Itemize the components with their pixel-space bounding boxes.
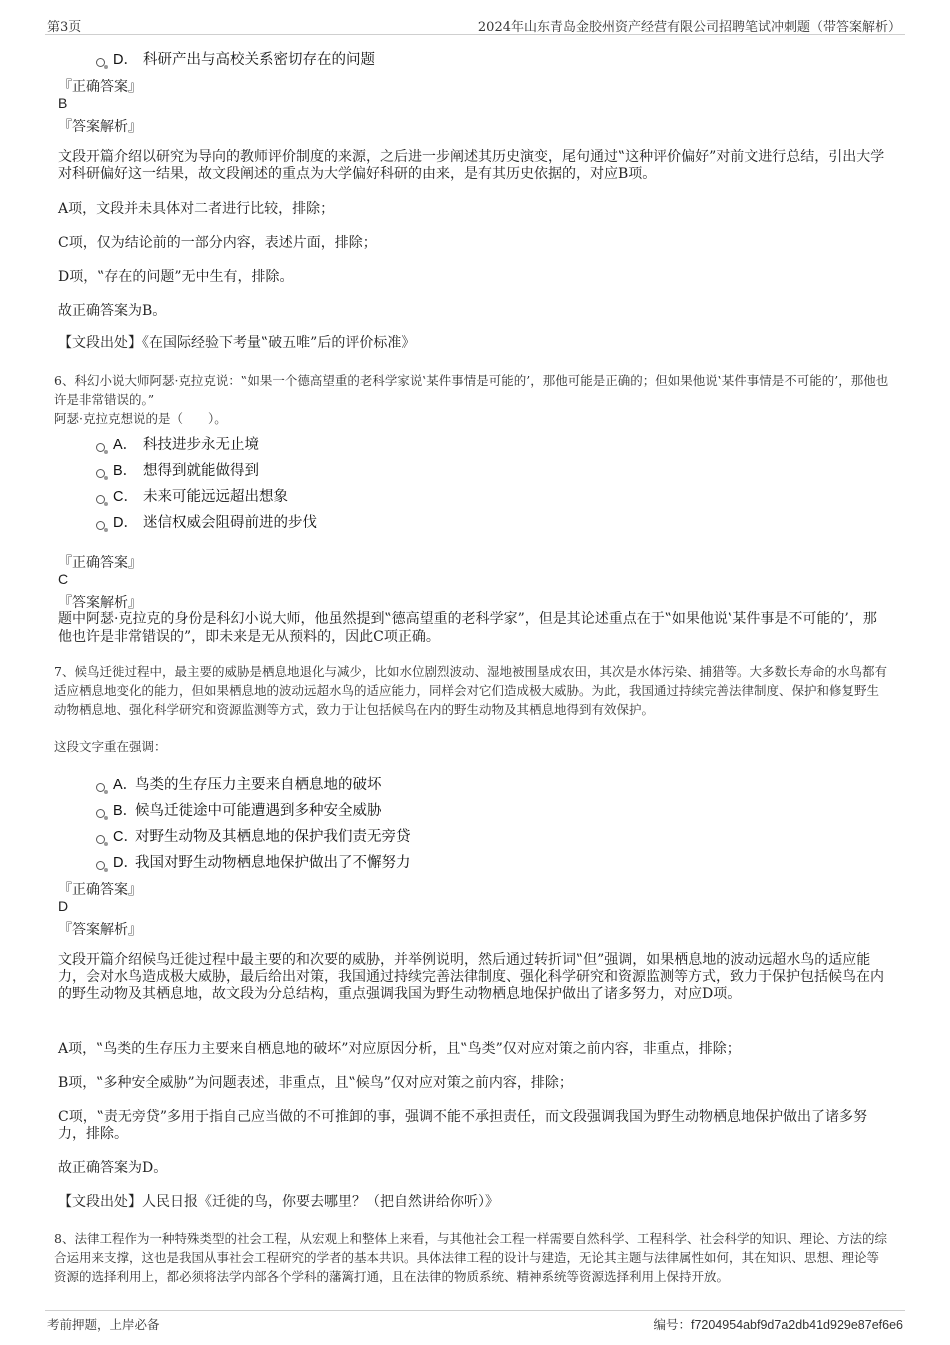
q7-option-b[interactable]	[96, 799, 382, 820]
radio-icon[interactable]	[96, 861, 105, 870]
q6-option-c[interactable]	[96, 485, 288, 506]
q6-option-d[interactable]	[96, 511, 317, 532]
radio-icon[interactable]	[96, 521, 105, 530]
q6-analysis-label: 『答案解析』	[58, 595, 142, 611]
footer-slogan: 考前押题，上岸必备	[47, 1317, 160, 1332]
q7-option-a[interactable]	[96, 773, 382, 794]
document-code	[653, 1315, 903, 1333]
q5-source: 【文段出处】《在国际经验下考量‟破五唯”后的评价标准》	[58, 335, 416, 351]
radio-icon[interactable]	[96, 469, 105, 478]
radio-icon[interactable]	[96, 835, 105, 844]
document-title: 2024年山东青岛金胶州资产经营有限公司招聘笔试冲刺题（带答案解析）	[477, 20, 901, 35]
q5-analysis-option-c: C项，仅为结论前的一部分内容，表述片面，排除；	[58, 235, 377, 251]
q6-answer: C	[58, 571, 69, 587]
q6-option-a[interactable]	[96, 433, 259, 454]
option-text: 想得到就能做得到	[143, 463, 259, 479]
q5-analysis-paragraph: 文段开篇介绍以研究为导向的教师评价制度的来源，之后进一步阐述其历史演变，尾句通过‟这种评价偏好”对前文进行总结，引出大学对科研偏好这一结果，故文段阐述的重点为大学偏好科研的由来，是有其历史依据的，对应B项。	[58, 149, 885, 182]
q6-option-b[interactable]	[96, 459, 259, 480]
option-text: 候鸟迁徙途中可能遭遇到多种安全威胁	[135, 803, 382, 819]
q7-option-d[interactable]	[96, 851, 411, 872]
option-letter: B．	[113, 463, 138, 479]
option-letter: C．	[113, 489, 138, 505]
option-text: 我国对野生动物栖息地保护做出了不懈努力	[135, 855, 411, 871]
option-text: 科研产出与高校关系密切存在的问题	[143, 52, 375, 68]
q7-analysis-option-a: A项，‟鸟类的生存压力主要来自栖息地的破坏”对应原因分析，且‟鸟类”仅对应对策之前内容，非重点，排除；	[58, 1041, 741, 1057]
q6-answer-label: 『正确答案』	[58, 555, 142, 571]
q5-analysis-label: 『答案解析』	[58, 119, 142, 135]
q7-analysis-paragraph: 文段开篇介绍候鸟迁徙过程中最主要的和次要的威胁，并举例说明，然后通过转折词‟但”强调，如果栖息地的波动远超水鸟的适应能力，会对水鸟造成极大威胁，最后给出对策，我国通过持续完善法律制度、强化科学研究和资源监测等方式，致力于保护包括候鸟在内的野生动物及其栖息地，故文段为分总结构，重点强调我国为野生动物栖息地保护做出了诸多努力，对应D项。	[58, 952, 884, 1002]
code-value: f7204954abf9d7a2db41d929e87ef6e6	[690, 1318, 903, 1332]
q5-option-d[interactable]	[96, 48, 375, 69]
page-footer	[45, 1310, 905, 1332]
option-letter: B．	[113, 803, 138, 819]
q5-answer: B	[58, 95, 68, 111]
option-letter: D．	[113, 515, 138, 531]
radio-icon[interactable]	[96, 495, 105, 504]
option-text: 科技进步永无止境	[143, 437, 259, 453]
q8-stem: 8、法律工程作为一种特殊类型的社会工程，从宏观上和整体上来看，与其他社会工程一样需要自然科学、工程科学、社会科学的知识、理论、方法的综合运用来支撑，这也是我国从事社会工程研究的学者的基本共识。具体法律工程的设计与建造，无论其主题与法律属性如何，其在知识、思想、理论等资源的选择利用上，都必须将法学内部各个学科的藩篱打通，且在法律的物质系统、精神系统等资源选择利用上保持开放。	[54, 1231, 887, 1284]
option-text: 未来可能远远超出想象	[143, 489, 288, 505]
code-label: 编号：	[653, 1317, 691, 1332]
option-letter: C．	[113, 829, 138, 845]
q7-conclusion: 故正确答案为D。	[58, 1160, 168, 1176]
page-number: 第3页	[47, 20, 82, 35]
option-letter: D．	[113, 52, 138, 68]
q7-answer: D	[58, 898, 69, 914]
q7-answer-label: 『正确答案』	[58, 882, 142, 898]
q7-analysis-option-c: C项，‟责无旁贷”多用于指自己应当做的不可推卸的事，强调不能不承担责任，而文段强调我国为野生动物栖息地保护做出了诸多努力，排除。	[58, 1109, 868, 1142]
radio-icon[interactable]	[96, 58, 105, 67]
q5-analysis-option-d: D项，‟存在的问题”无中生有，排除。	[58, 269, 294, 285]
q7-question: 这段文字重在强调：	[54, 739, 167, 754]
q6-question: 阿瑟·克拉克想说的是（ ）。	[54, 411, 227, 426]
page-header	[45, 14, 905, 35]
radio-icon[interactable]	[96, 809, 105, 818]
radio-icon[interactable]	[96, 783, 105, 792]
q5-analysis-option-a: A项，文段并未具体对二者进行比较，排除；	[58, 201, 335, 217]
q7-option-c[interactable]	[96, 825, 411, 846]
option-letter: A．	[113, 777, 138, 793]
option-text: 对野生动物及其栖息地的保护我们责无旁贷	[135, 829, 411, 845]
radio-icon[interactable]	[96, 443, 105, 452]
q6-analysis: 题中阿瑟·克拉克的身份是科幻小说大师，他虽然提到‟德高望重的老科学家”，但是其论述重点在于‟如果他说‛某件事是不可能的’，那他也许是非常错误的”，即未来是无从预料的，因此C项正确。	[58, 611, 877, 645]
q5-answer-label: 『正确答案』	[58, 79, 142, 95]
q6-stem: 6、科幻小说大师阿瑟·克拉克说：‟如果一个德高望重的老科学家说‛某件事情是可能的’，那他可能是正确的；但如果他说‛某件事情是不可能的’，那他也许是非常错误的。”	[54, 373, 889, 407]
q5-conclusion: 故正确答案为B。	[58, 303, 167, 319]
option-text: 迷信权威会阻碍前进的步伐	[143, 515, 317, 531]
q7-source: 【文段出处】人民日报《迁徙的鸟，你要去哪里？（把自然讲给你听）》	[58, 1194, 499, 1210]
option-letter: A．	[113, 437, 138, 453]
q7-analysis-label: 『答案解析』	[58, 922, 142, 938]
q7-analysis-option-b: B项，‟多种安全威胁”为问题表述，非重点，且‟候鸟”仅对应对策之前内容，排除；	[58, 1075, 573, 1091]
q7-stem: 7、候鸟迁徙过程中，最主要的威胁是栖息地退化与减少，比如水位剧烈波动、湿地被围垦成农田，其次是水体污染、捕猎等。大多数长寿命的水鸟都有适应栖息地变化的能力，但如果栖息地的波动远超水鸟的适应能力，同样会对它们造成极大威胁。为此，我国通过持续完善法律制度、保护和修复野生动物栖息地、强化科学研究和资源监测等方式，致力于让包括候鸟在内的野生动物及其栖息地得到有效保护。	[54, 664, 887, 717]
option-text: 鸟类的生存压力主要来自栖息地的破坏	[135, 777, 382, 793]
option-letter: D．	[113, 855, 138, 871]
